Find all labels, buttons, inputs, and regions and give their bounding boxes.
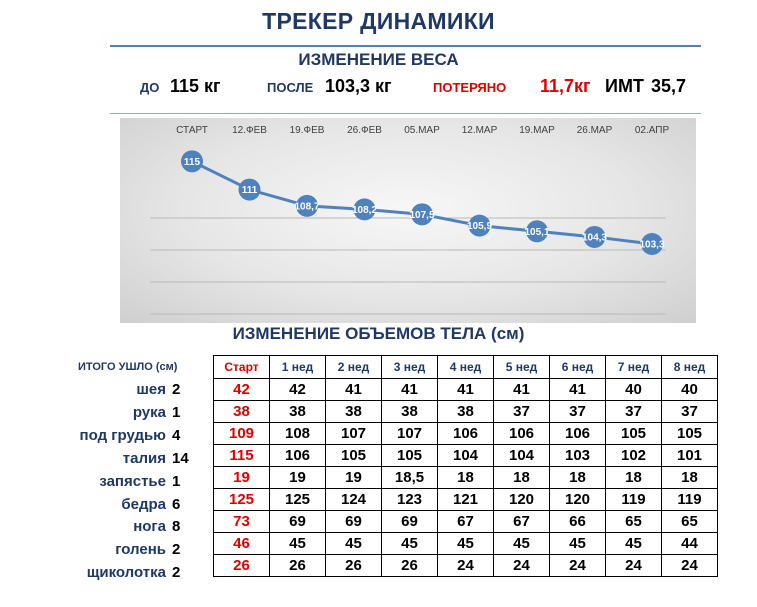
measurement-name: бедра — [121, 495, 166, 513]
table-cell: 65 — [662, 511, 718, 533]
table-cell: 37 — [494, 401, 550, 423]
column-header: 4 нед — [438, 356, 494, 379]
weight-data-label: 107,5 — [409, 209, 435, 221]
table-cell: 24 — [662, 555, 718, 577]
table-cell: 46 — [214, 533, 270, 555]
table-cell: 40 — [662, 379, 718, 401]
table-cell: 40 — [606, 379, 662, 401]
table-cell: 121 — [438, 489, 494, 511]
table-cell: 41 — [438, 379, 494, 401]
measurement-total-loss: 1 — [172, 472, 181, 490]
table-cell: 37 — [550, 401, 606, 423]
table-cell: 45 — [382, 533, 438, 555]
column-header: 6 нед — [550, 356, 606, 379]
table-row — [214, 445, 718, 467]
table-cell: 124 — [326, 489, 382, 511]
weight-chart-svg — [120, 118, 696, 323]
table-cell: 106 — [494, 423, 550, 445]
table-cell: 120 — [494, 489, 550, 511]
before-label: ДО — [140, 80, 160, 95]
table-cell: 102 — [606, 445, 662, 467]
measurement-row-label — [60, 401, 210, 424]
table-cell: 19 — [326, 467, 382, 489]
table-row — [214, 401, 718, 423]
table-cell: 37 — [606, 401, 662, 423]
table-cell: 18 — [494, 467, 550, 489]
table-row — [214, 489, 718, 511]
table-cell: 26 — [214, 555, 270, 577]
title-divider — [110, 45, 701, 47]
measurement-row-label — [60, 378, 210, 401]
weight-data-label: 111 — [241, 185, 258, 197]
table-cell: 45 — [326, 533, 382, 555]
table-cell: 104 — [494, 445, 550, 467]
column-header: 2 нед — [326, 356, 382, 379]
table-cell: 38 — [214, 401, 270, 423]
table-cell: 101 — [662, 445, 718, 467]
x-tick-label: 26.МАР — [576, 125, 613, 136]
weight-data-label: 103,3 — [639, 239, 665, 251]
table-cell: 41 — [550, 379, 606, 401]
measurement-name: голень — [115, 541, 166, 559]
table-cell: 41 — [494, 379, 550, 401]
table-cell: 106 — [270, 445, 326, 467]
table-cell: 19 — [270, 467, 326, 489]
measurement-row-label — [60, 515, 210, 538]
measurement-row-label — [60, 538, 210, 561]
table-cell: 45 — [438, 533, 494, 555]
table-row — [214, 555, 718, 577]
table-cell: 108 — [270, 423, 326, 445]
measurement-row-label — [60, 447, 210, 470]
table-cell: 69 — [326, 511, 382, 533]
table-cell: 37 — [662, 401, 718, 423]
table-cell: 44 — [662, 533, 718, 555]
table-cell: 103 — [550, 445, 606, 467]
table-cell: 125 — [270, 489, 326, 511]
table-cell: 65 — [606, 511, 662, 533]
measurement-row-label — [60, 470, 210, 493]
x-tick-label: 02.АПР — [634, 125, 670, 136]
table-cell: 67 — [438, 511, 494, 533]
x-tick-label: 26.ФЕВ — [347, 125, 382, 136]
table-cell: 106 — [550, 423, 606, 445]
x-tick-label: 19.ФЕВ — [289, 125, 325, 136]
lost-label: ПОТЕРЯНО — [433, 80, 507, 95]
table-cell: 105 — [662, 423, 718, 445]
after-value: 103,3 кг — [325, 76, 392, 96]
measurement-total-loss: 2 — [172, 381, 181, 398]
table-cell: 24 — [438, 555, 494, 577]
measurement-name: талия — [122, 449, 166, 467]
table-cell: 119 — [662, 489, 718, 511]
weight-section-title: ИЗМЕНЕНИЕ ВЕСА — [298, 50, 459, 69]
lost-value: 11,7кг — [540, 76, 591, 96]
table-cell: 69 — [270, 511, 326, 533]
table-body — [214, 379, 718, 577]
measurement-total-loss: 4 — [172, 426, 181, 444]
table-cell: 107 — [326, 423, 382, 445]
table-cell: 73 — [214, 511, 270, 533]
table-cell: 123 — [382, 489, 438, 511]
weight-data-label: 104,3 — [581, 232, 608, 244]
measurement-name: под грудью — [79, 426, 166, 444]
table-cell: 26 — [326, 555, 382, 577]
table-row — [214, 533, 718, 555]
table-cell: 38 — [382, 401, 438, 423]
column-header: 7 нед — [606, 356, 662, 379]
table-cell: 115 — [214, 445, 270, 467]
measurement-total-loss: 1 — [172, 403, 181, 421]
table-cell: 18,5 — [382, 467, 438, 489]
x-tick-label: СТАРТ — [176, 125, 208, 136]
table-cell: 67 — [494, 511, 550, 533]
table-cell: 45 — [270, 533, 326, 555]
table-cell: 26 — [270, 555, 326, 577]
x-tick-label: 19.МАР — [519, 125, 555, 136]
table-cell: 18 — [438, 467, 494, 489]
measurement-total-loss: 2 — [172, 541, 181, 559]
column-header: 8 нед — [662, 356, 718, 379]
table-cell: 24 — [606, 555, 662, 577]
weight-data-label: 105,1 — [524, 226, 550, 238]
table-cell: 119 — [606, 489, 662, 511]
page-title: ТРЕКЕР ДИНАМИКИ — [262, 8, 495, 34]
table-cell: 24 — [550, 555, 606, 577]
x-tick-label: 05.МАР — [404, 125, 440, 136]
table-cell: 42 — [214, 379, 270, 401]
measurement-row-label — [60, 424, 210, 447]
table-cell: 69 — [382, 511, 438, 533]
before-value: 115 кг — [170, 76, 221, 96]
column-header: 5 нед — [494, 356, 550, 379]
table-row — [214, 511, 718, 533]
measurement-total-loss: 14 — [172, 449, 189, 467]
table-cell: 18 — [550, 467, 606, 489]
table-cell: 18 — [662, 467, 718, 489]
table-cell: 105 — [326, 445, 382, 467]
after-label: ПОСЛЕ — [267, 80, 314, 95]
table-header-row — [214, 356, 718, 379]
measurements-table — [213, 355, 718, 577]
table-cell: 41 — [382, 379, 438, 401]
table-cell: 38 — [270, 401, 326, 423]
table-cell: 45 — [606, 533, 662, 555]
column-header: 1 нед — [270, 356, 326, 379]
bmi-label: ИМТ — [605, 76, 644, 96]
table-cell: 107 — [382, 423, 438, 445]
table-cell: 45 — [494, 533, 550, 555]
measurement-row-label — [60, 493, 210, 516]
column-header: Старт — [214, 356, 270, 379]
table-row — [214, 379, 718, 401]
weight-data-label: 108,2 — [351, 204, 378, 216]
measurement-name: запястье — [99, 472, 166, 490]
table-cell: 26 — [382, 555, 438, 577]
table-cell: 18 — [606, 467, 662, 489]
body-section-title: ИЗМЕНЕНИЕ ОБЪЕМОВ ТЕЛА (см) — [232, 324, 525, 343]
table-cell: 105 — [606, 423, 662, 445]
table-cell: 106 — [438, 423, 494, 445]
measurement-total-loss: 6 — [172, 495, 181, 513]
table-cell: 105 — [382, 445, 438, 467]
table-cell: 109 — [214, 423, 270, 445]
measurement-name: шея — [136, 381, 166, 398]
measurement-name: рука — [132, 403, 166, 421]
measurement-name: нога — [133, 518, 166, 536]
weight-data-label: 115 — [183, 156, 201, 168]
column-header: 3 нед — [382, 356, 438, 379]
measurement-total-loss: 2 — [172, 564, 181, 582]
measurement-name: щиколотка — [86, 564, 166, 582]
measurement-total-loss: 8 — [172, 518, 181, 536]
weight-chart — [120, 118, 696, 323]
table-row — [214, 423, 718, 445]
x-tick-label: 12.МАР — [461, 125, 498, 136]
total-loss-header: ИТОГО УШЛО (см) — [78, 361, 178, 373]
table-cell: 104 — [438, 445, 494, 467]
table-cell: 42 — [270, 379, 326, 401]
table-cell: 66 — [550, 511, 606, 533]
bmi-value: 35,7 — [651, 76, 687, 96]
table-cell: 19 — [214, 467, 270, 489]
table-cell: 41 — [326, 379, 382, 401]
table-cell: 45 — [550, 533, 606, 555]
summary-divider — [110, 113, 701, 114]
table-cell: 38 — [326, 401, 382, 423]
table-cell: 38 — [438, 401, 494, 423]
weight-data-label: 105,9 — [466, 221, 493, 233]
x-tick-label: 12.ФЕВ — [232, 125, 267, 136]
weight-data-label: 108,7 — [294, 201, 320, 213]
table-cell: 24 — [494, 555, 550, 577]
table-cell: 120 — [550, 489, 606, 511]
table-row — [214, 467, 718, 489]
table-cell: 125 — [214, 489, 270, 511]
measurement-row-label — [60, 561, 210, 584]
